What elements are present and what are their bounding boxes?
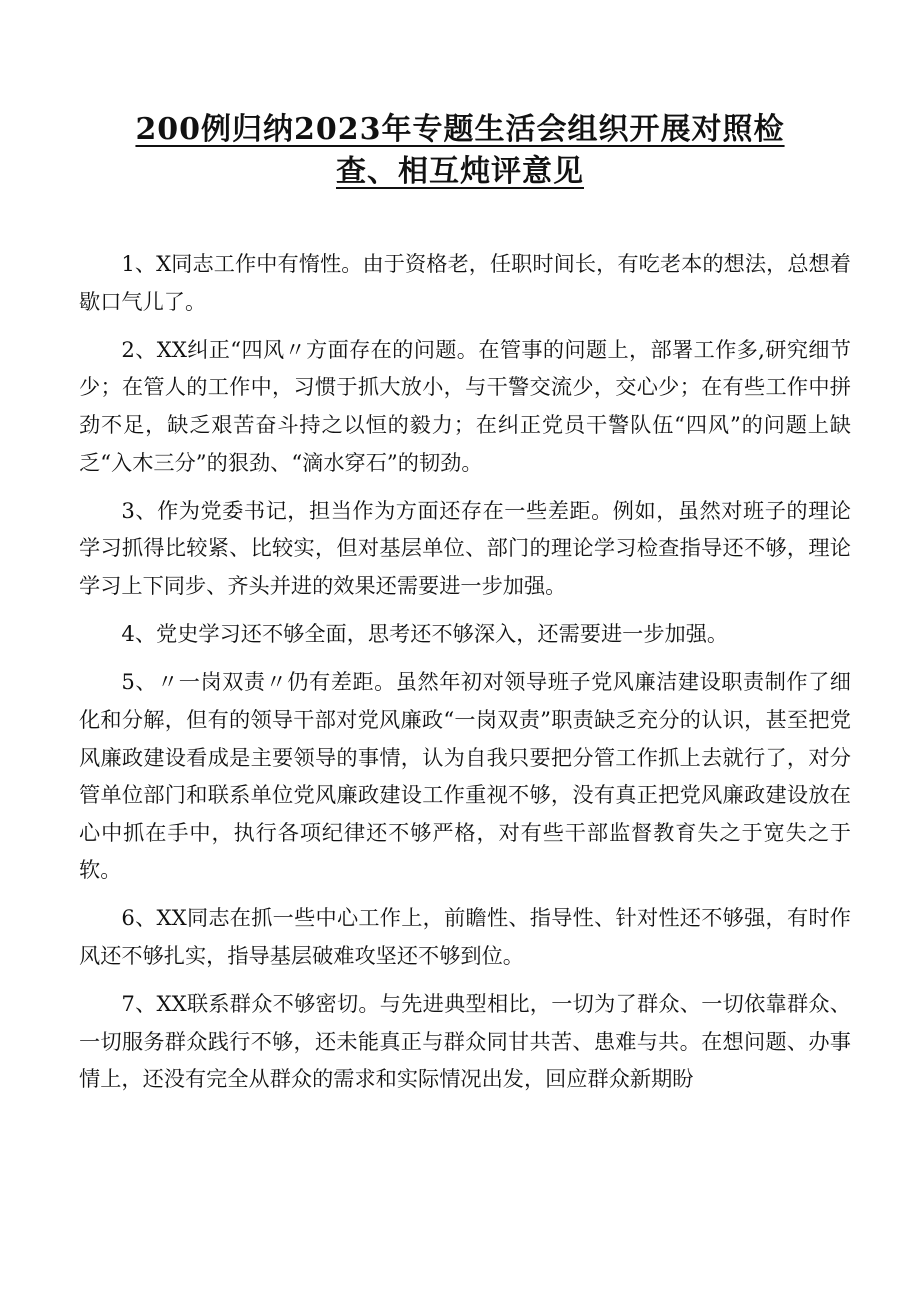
paragraph-6: 6、XX同志在抓一些中心工作上，前瞻性、指导性、针对性还不够强，有时作风还不够扎实，指导基层破难攻坚还不够到位。 <box>79 905 851 969</box>
paragraph-5: 5、〃一岗双责〃仍有差距。虽然年初对领导班子党风廉洁建设职责制作了细化和分解，但有的领导干部对党风廉政“一岗双责”职责缺乏充分的认识，甚至把党风廉政建设看成是主要领导的事情，认为自我只要把分管工作抓上去就行了，对分管单位部门和联系单位党风廉政建设工作重视不够，没有真正把党风廉政建设放在心中抓在手中，执行各项纪律还不够严格，对有些干部监督教育失之于宽失之于软。 <box>79 669 851 883</box>
paragraph-1: 1、X同志工作中有惰性。由于资格老，任职时间长，有吃老本的想法，总想着歇口气儿了。 <box>79 251 851 314</box>
paragraph-2: 2、XX纠正“四风〃方面存在的问题。在管事的问题上，部署工作多,研究细节少；在管人的工作中，习惯于抓大放小，与干警交流少，交心少；在有些工作中拼劲不足，缺乏艰苦奋斗持之以恒的毅力；在纠正党员干警队伍“四风”的问题上缺乏“入木三分”的狠劲、“滴水穿石”的韧劲。 <box>79 336 851 475</box>
document-title-line-2: 查、相互炖评意见 <box>336 154 584 189</box>
paragraph-3: 3、作为党委书记，担当作为方面还存在一些差距。例如，虽然对班子的理论学习抓得比较紧、比较实，但对基层单位、部门的理论学习检查指导还不够，理论学习上下同步、齐头并进的效果还需要进一步加强。 <box>79 497 851 598</box>
document-title-line-1: 200例归纳2023年专题生活会组织开展对照检 <box>135 112 785 147</box>
paragraph-7: 7、XX联系群众不够密切。与先进典型相比，一切为了群众、一切依靠群众、一切服务群众践行不够，还未能真正与群众同甘共苦、患难与共。在想问题、办事情上，还没有完全从群众的需求和实际情况出发，回应群众新期盼 <box>79 991 851 1092</box>
paragraph-4: 4、党史学习还不够全面，思考还不够深入，还需要进一步加强。 <box>121 621 729 647</box>
document-body <box>79 245 851 1109</box>
